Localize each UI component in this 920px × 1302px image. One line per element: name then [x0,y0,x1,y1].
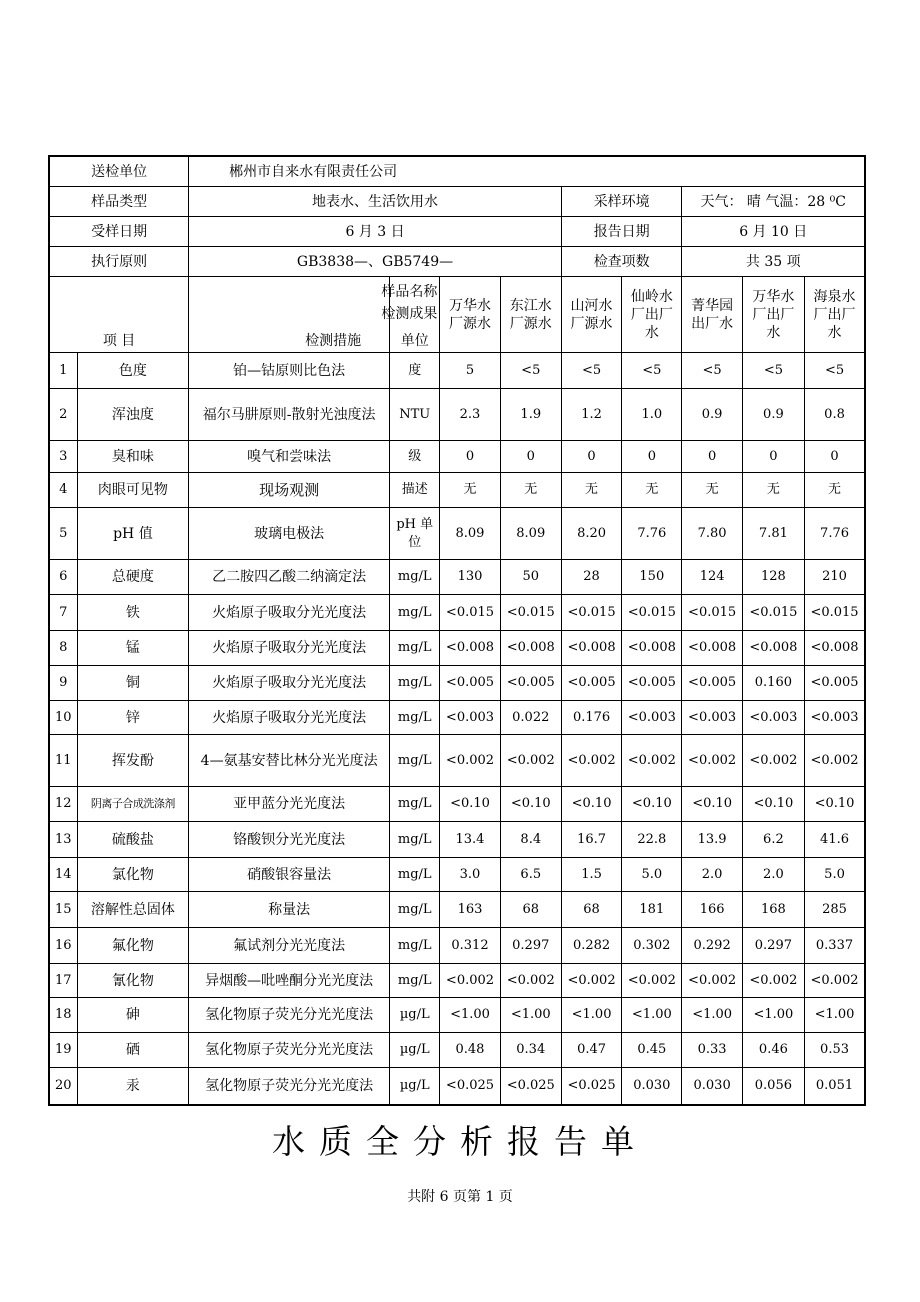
row-unit: 描述 [390,473,440,508]
row-value: 0.9 [682,389,742,441]
row-unit: 度 [390,353,440,389]
row-method: 亚甲蓝分光光度法 [189,787,390,822]
row-value: <0.002 [742,964,804,998]
row-value: <0.015 [805,595,865,631]
row-number: 11 [49,735,77,787]
table-row [49,1033,865,1068]
table-row [49,892,865,928]
table-row [49,735,865,787]
row-value: <0.015 [622,595,682,631]
row-number: 17 [49,964,77,998]
row-unit: mg/L [390,787,440,822]
row-value: 50 [500,560,561,595]
row-value: 0.48 [440,1033,500,1068]
page-footer: 共附 6 页第 1 页 [407,1189,513,1205]
row-value: 0 [742,441,804,473]
row-unit: mg/L [390,822,440,858]
row-method: 福尔马肼原则-散射光浊度法 [189,389,390,441]
row-value: <0.003 [622,701,682,735]
row-value: 0.47 [561,1033,621,1068]
row-item: 铜 [77,666,189,701]
row-method: 嗅气和尝味法 [189,441,390,473]
result-label: 检测成果 [381,306,438,322]
row-value: 7.81 [742,508,804,560]
row-item: 砷 [77,998,189,1033]
row-value: <0.002 [561,735,621,787]
row-number: 19 [49,1033,77,1068]
row-value: 3.0 [440,858,500,892]
row-value: 1.2 [561,389,621,441]
row-value: 7.76 [622,508,682,560]
row-item: pH 值 [77,508,189,560]
row-value: <0.015 [742,595,804,631]
row-value: <1.00 [682,998,742,1033]
row-value: 7.80 [682,508,742,560]
row-method: 4—氨基安替比林分光光度法 [189,735,390,787]
row-value: 2.0 [682,858,742,892]
table-row [49,508,865,560]
row-number: 1 [49,353,77,389]
row-value: <1.00 [500,998,561,1033]
table-row [49,595,865,631]
row-value: 0.33 [682,1033,742,1068]
row-number: 14 [49,858,77,892]
table-row [49,441,865,473]
row-value: <0.008 [682,631,742,666]
col-unit-header [381,277,440,353]
row-method: 火焰原子吸取分光光度法 [189,595,390,631]
row-method: 火焰原子吸取分光光度法 [189,666,390,701]
sample-name-label: 样品名称 [381,284,438,300]
row-number: 9 [49,666,77,701]
row-item: 硫酸盐 [77,822,189,858]
row-number: 7 [49,595,77,631]
table-row [49,389,865,441]
report-label: 报告日期 [561,217,682,247]
row-value: <0.002 [622,964,682,998]
row-value: 16.7 [561,822,621,858]
row-item: 总硬度 [77,560,189,595]
row-value: 0.282 [561,928,621,964]
col-unit-header-labels [347,281,437,325]
row-value: 0 [440,441,500,473]
row-value: 0.297 [742,928,804,964]
row-unit: mg/L [390,964,440,998]
row-value: 0.176 [561,701,621,735]
header-row-unit [49,156,865,187]
row-item: 挥发酚 [77,735,189,787]
env-value: 天气： 晴 气温：28 ⁰C [682,187,865,217]
row-value: 无 [440,473,500,508]
row-method: 异烟酸—吡唑酮分光光度法 [189,964,390,998]
header-row-type [49,187,865,217]
column-header-row [49,277,865,353]
row-item: 溶解性总固体 [77,892,189,928]
row-value: 8.09 [500,508,561,560]
row-value: 68 [500,892,561,928]
report-table-wrapper [48,155,866,1106]
row-unit: pH 单位 [390,508,440,560]
row-value: <0.005 [682,666,742,701]
row-value: <0.002 [500,735,561,787]
row-value: 0 [500,441,561,473]
row-item: 色度 [77,353,189,389]
row-unit: mg/L [390,928,440,964]
col-sample-1: 万华水厂源水 [440,277,500,353]
row-value: 无 [682,473,742,508]
col-item-header: 项 目 [49,277,189,353]
row-value: 0.030 [682,1068,742,1105]
row-value: 22.8 [622,822,682,858]
row-value: 13.4 [440,822,500,858]
row-value: <0.005 [561,666,621,701]
col-sample-3: 山河水厂源水 [561,277,621,353]
row-value: <1.00 [561,998,621,1033]
row-number: 2 [49,389,77,441]
unit-label: 送检单位 [49,156,189,187]
row-value: <0.008 [622,631,682,666]
row-value: 0.9 [742,389,804,441]
row-unit: µg/L [390,1068,440,1105]
row-value: <0.002 [805,964,865,998]
table-row [49,1068,865,1105]
row-value: <0.015 [682,595,742,631]
row-value: 0 [561,441,621,473]
row-value: 150 [622,560,682,595]
row-value: 41.6 [805,822,865,858]
col-sample-4: 仙岭水厂出厂水 [622,277,682,353]
row-number: 4 [49,473,77,508]
row-number: 10 [49,701,77,735]
row-value: <1.00 [742,998,804,1033]
row-value: <5 [682,353,742,389]
row-value: 8.20 [561,508,621,560]
table-row [49,560,865,595]
row-method: 硝酸银容量法 [189,858,390,892]
table-row [49,928,865,964]
row-value: 0.34 [500,1033,561,1068]
row-value: 0 [622,441,682,473]
row-value: 128 [742,560,804,595]
row-value: <0.002 [742,735,804,787]
row-number: 8 [49,631,77,666]
row-method: 氢化物原子荧光分光光度法 [189,1068,390,1105]
data-rows [49,353,865,1105]
water-quality-table [48,155,866,1106]
row-method: 氢化物原子荧光分光光度法 [189,998,390,1033]
col-sample-6: 万华水厂出厂水 [742,277,804,353]
row-value: 0.46 [742,1033,804,1068]
row-method: 火焰原子吸取分光光度法 [189,701,390,735]
row-value: 0.051 [805,1068,865,1105]
row-value: 0.312 [440,928,500,964]
row-value: <0.005 [500,666,561,701]
row-item: 氟化物 [77,928,189,964]
std-value: GB3838—、GB5749— [189,247,562,277]
row-number: 6 [49,560,77,595]
row-value: 0.337 [805,928,865,964]
row-value: <0.003 [805,701,865,735]
table-row [49,666,865,701]
row-method: 铬酸钡分光光度法 [189,822,390,858]
row-value: <5 [561,353,621,389]
row-value: <5 [805,353,865,389]
row-value: 130 [440,560,500,595]
row-value: <0.10 [622,787,682,822]
row-item: 硒 [77,1033,189,1068]
row-number: 12 [49,787,77,822]
col-method-header: 检测措施 [189,277,390,353]
col-sample-5: 菁华园出厂水 [682,277,742,353]
row-method: 称量法 [189,892,390,928]
row-value: <0.003 [682,701,742,735]
row-value: <1.00 [440,998,500,1033]
col-sample-7: 海泉水厂出厂水 [805,277,865,353]
row-item: 锰 [77,631,189,666]
row-value: 0.160 [742,666,804,701]
report-title: 水质全分析报告单 [272,1122,648,1161]
row-unit: mg/L [390,858,440,892]
row-value: <0.005 [805,666,865,701]
row-value: 6.2 [742,822,804,858]
row-value: <0.10 [561,787,621,822]
recv-label: 受样日期 [49,217,189,247]
unit-value: 郴州市自来水有限责任公司 [189,156,865,187]
row-value: 181 [622,892,682,928]
row-method: 铂—钴原则比色法 [189,353,390,389]
row-value: <0.10 [440,787,500,822]
row-value: <0.10 [742,787,804,822]
row-value: 无 [622,473,682,508]
row-value: 6.5 [500,858,561,892]
row-item: 浑浊度 [77,389,189,441]
row-value: <0.005 [622,666,682,701]
row-value: 13.9 [682,822,742,858]
row-value: 0.030 [622,1068,682,1105]
row-value: <0.003 [742,701,804,735]
row-value: 0.292 [682,928,742,964]
row-value: <0.015 [500,595,561,631]
row-value: 285 [805,892,865,928]
row-value: <5 [500,353,561,389]
row-value: <0.008 [500,631,561,666]
row-value: 无 [805,473,865,508]
row-value: 2.3 [440,389,500,441]
env-label: 采样环境 [561,187,682,217]
row-unit: mg/L [390,631,440,666]
row-method: 火焰原子吸取分光光度法 [189,631,390,666]
table-row [49,473,865,508]
row-value: 68 [561,892,621,928]
row-unit: mg/L [390,595,440,631]
row-value: 0 [805,441,865,473]
count-label: 检查项数 [561,247,682,277]
table-row [49,998,865,1033]
row-unit: µg/L [390,1033,440,1068]
row-item: 肉眼可见物 [77,473,189,508]
row-item: 氯化物 [77,858,189,892]
row-method: 氢化物原子荧光分光光度法 [189,1033,390,1068]
row-value: <1.00 [622,998,682,1033]
row-value: <0.002 [500,964,561,998]
type-value: 地表水、生活饮用水 [189,187,562,217]
type-label: 样品类型 [49,187,189,217]
row-item: 铁 [77,595,189,631]
row-value: <0.008 [440,631,500,666]
row-value: <0.003 [440,701,500,735]
row-item: 汞 [77,1068,189,1105]
row-number: 13 [49,822,77,858]
row-value: 168 [742,892,804,928]
table-row [49,631,865,666]
row-value: 0.056 [742,1068,804,1105]
row-value: 无 [561,473,621,508]
row-value: 0.297 [500,928,561,964]
row-value: <0.008 [561,631,621,666]
row-value: <1.00 [805,998,865,1033]
header-row-date [49,217,865,247]
row-value: 1.0 [622,389,682,441]
row-value: 28 [561,560,621,595]
unit-label-header: 单位 [400,333,429,349]
row-value: 0.8 [805,389,865,441]
row-value: 0.022 [500,701,561,735]
row-number: 3 [49,441,77,473]
row-item: 臭和味 [77,441,189,473]
report-value: 6 月 10 日 [682,217,865,247]
row-value: 5.0 [622,858,682,892]
table-row [49,964,865,998]
table-row [49,787,865,822]
row-value: 无 [742,473,804,508]
row-method: 玻璃电极法 [189,508,390,560]
row-value: 0.302 [622,928,682,964]
row-unit: mg/L [390,735,440,787]
row-unit: NTU [390,389,440,441]
row-item: 氰化物 [77,964,189,998]
row-value: <0.025 [561,1068,621,1105]
row-value: <0.002 [561,964,621,998]
row-unit: mg/L [390,892,440,928]
count-value: 共 35 项 [682,247,865,277]
row-value: 0 [682,441,742,473]
row-value: <0.015 [440,595,500,631]
row-value: 5 [440,353,500,389]
row-value: 163 [440,892,500,928]
row-value: <0.002 [622,735,682,787]
row-value: <0.002 [440,735,500,787]
row-value: <0.002 [682,964,742,998]
row-value: 1.9 [500,389,561,441]
row-method: 氟试剂分光光度法 [189,928,390,964]
row-value: 0.53 [805,1033,865,1068]
row-value: <0.002 [682,735,742,787]
row-value: <5 [742,353,804,389]
row-number: 20 [49,1068,77,1105]
header-row-standard [49,247,865,277]
row-number: 18 [49,998,77,1033]
row-unit: mg/L [390,560,440,595]
row-value: <0.002 [805,735,865,787]
row-value: <0.008 [742,631,804,666]
row-value: 5.0 [805,858,865,892]
row-value: <0.015 [561,595,621,631]
row-value: <0.10 [805,787,865,822]
row-number: 5 [49,508,77,560]
row-value: <0.025 [440,1068,500,1105]
col-sample-2: 东江水厂源水 [500,277,561,353]
row-value: 210 [805,560,865,595]
row-item: 锌 [77,701,189,735]
row-method: 现场观测 [189,473,390,508]
row-value: 166 [682,892,742,928]
row-value: <0.002 [440,964,500,998]
recv-value: 6 月 3 日 [189,217,562,247]
table-row [49,858,865,892]
row-item: 阴离子合成洗涤剂 [77,787,189,822]
row-value: 8.09 [440,508,500,560]
row-value: <0.005 [440,666,500,701]
row-value: 124 [682,560,742,595]
std-label: 执行原则 [49,247,189,277]
row-unit: mg/L [390,666,440,701]
row-unit: µg/L [390,998,440,1033]
row-method: 乙二胺四乙酸二纳滴定法 [189,560,390,595]
row-value: <0.10 [500,787,561,822]
row-value: 0.45 [622,1033,682,1068]
table-row [49,822,865,858]
row-value: 无 [500,473,561,508]
row-value: <0.008 [805,631,865,666]
table-row [49,353,865,389]
table-row [49,701,865,735]
row-value: 7.76 [805,508,865,560]
row-value: 8.4 [500,822,561,858]
row-number: 15 [49,892,77,928]
row-value: <0.10 [682,787,742,822]
row-value: <0.025 [500,1068,561,1105]
row-number: 16 [49,928,77,964]
row-value: <5 [622,353,682,389]
row-unit: mg/L [390,701,440,735]
row-value: 2.0 [742,858,804,892]
row-unit: 级 [390,441,440,473]
row-value: 1.5 [561,858,621,892]
